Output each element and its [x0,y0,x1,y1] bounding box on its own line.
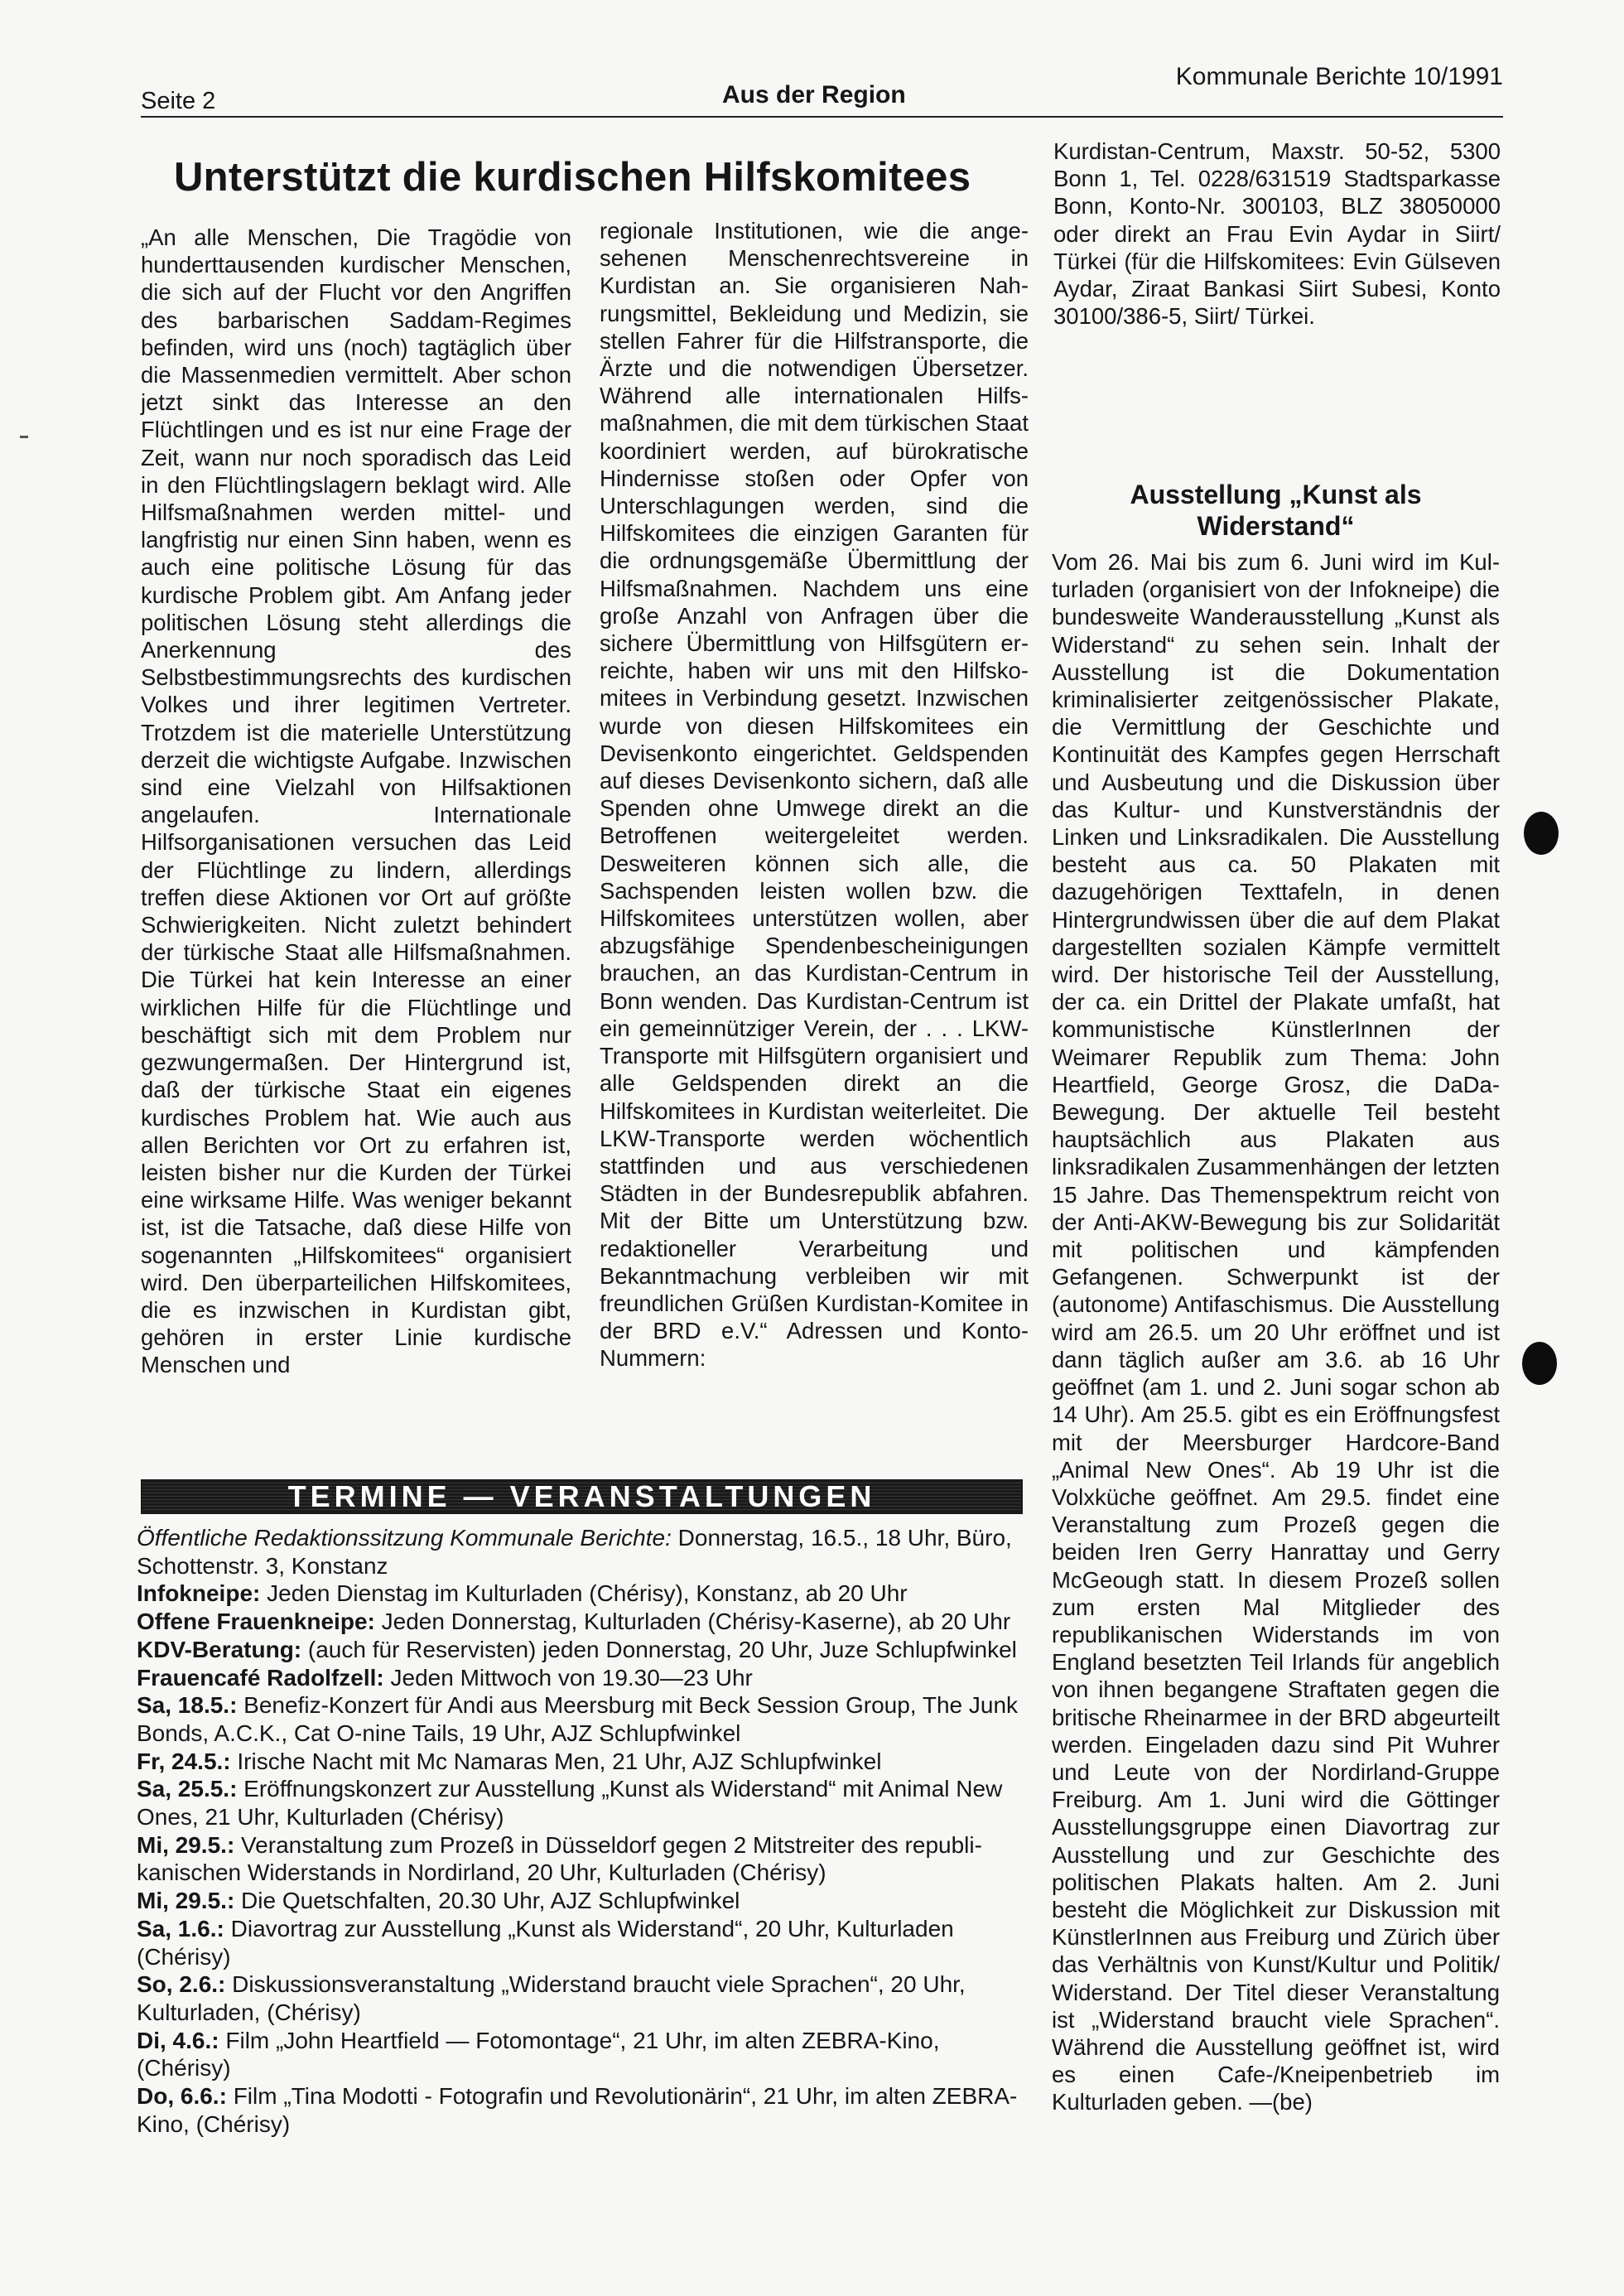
event-item [137,1691,1031,1747]
event-item [137,2082,1031,2138]
scan-mark [20,436,28,438]
exhibition-article [1052,548,1500,2116]
event-label: KDV-Beratung: [137,1636,302,1662]
event-label: Sa, 1.6.: [137,1915,224,1941]
event-item [137,1524,1031,1580]
event-details: Die Quetschfalten, 20.30 Uhr, AJZ Schlupfwinkel [234,1888,740,1914]
event-details: Diavortrag zur Ausstellung „Kunst als Widerstand“, 20 Uhr, Kulturladen (Chérisy) [137,1915,954,1970]
event-item [137,2027,1031,2082]
event-item [137,1636,1031,1664]
event-details: Film „Tina Modotti - Fotografin und Revolutionärin“, 21 Uhr, im alten ZEBRA-Kino, (Chérisy) [137,2083,1018,2137]
event-item [137,1748,1031,1776]
event-details: Diskussionsveranstaltung „Widerstand braucht viele Sprachen“, 20 Uhr, Kulturladen, (Chérisy) [137,1971,966,2025]
event-item [137,1887,1031,1915]
page-header [141,58,1503,124]
contact-addresses: Kurdistan-Centrum, Maxstr. 50-52, 5300 Bonn 1, Tel. 0228/631519 Stadtsparkasse Bonn, Konto-Nr. 300103, BLZ 38050000 oder direkt an Frau Evin Aydar in Siirt/ Türkei (für die Hilfskomitees: Evin Gülseven Aydar, Ziraat Bankasi Siirt Subesi, Konto 30100/386-5, Siirt/ Türkei. [1053,138,1501,330]
event-label: Frauencafé Radolfzell: [137,1664,384,1691]
event-label: Öffentliche Redaktionssitzung Kommunale Berichte: [137,1525,672,1551]
event-item [137,1608,1031,1636]
event-label: Mi, 29.5.: [137,1831,235,1858]
event-details: Veranstaltung zum Prozeß in Düsseldorf gegen 2 Mitstreiter des republikanischen Widerstands in Nordirland, 20 Uhr, Kulturladen (Chérisy) [137,1831,982,1886]
event-item [137,1775,1031,1831]
event-details: Jeden Dienstag im Kulturladen (Chérisy), Konstanz, ab 20 Uhr [260,1580,908,1607]
event-item [137,1831,1031,1887]
exhibition-text: Vom 26. Mai bis zum 6. Juni wird im Kulturladen (organisiert von der Infokneipe) die bundesweite Wanderausstellung „Kunst als Widerstand“ zu sehen sein. Inhalt der Ausstellung ist die Dokumentation kriminalisierter zeitgenössischer Plakate, die Vermittlung der Geschichte und Kontinuität des Kampfes gegen Herrschaft und Ausbeutung und die Diskussion über das Kultur- und Kunstverständnis der Linken und Linksradikalen. Die Ausstellung besteht aus ca. 50 Plakaten mit dazugehörigen Texttafeln, in denen Hintergrundwissen über die auf dem Plakat dargestellten sozialen Kämpfe vermittelt wird. Der historische Teil der Ausstellung, der ca. ein Drittel der Plakate umfaßt, hat kommunistische KünstlerInnen der Weimarer Republik zum Thema: John Heartfield, George Grosz, die DaDa-Bewegung. Der aktuelle Teil besteht hauptsächlich aus Plakaten aus linksradikalen Zusammenhängen der letzten 15 Jahre. Das Themenspektrum reicht von der Anti-AKW-Bewegung bis zur Solidarität mit politischen und kämpfenden Gefangenen. Schwerpunkt ist der (autonome) Antifaschismus. Die Ausstellung wird am 26.5. um 20 Uhr eröffnet und ist dann täglich außer am 3.6. ab 16 Uhr geöffnet (am 1. und 2. Juni sogar schon ab 14 Uhr). Am 25.5. gibt es ein Eröffnungsfest mit der Meersburger Hardcore-Band „Animal New Ones“. Ab 19 Uhr ist die Volxküche geöffnet. Am 29.5. findet eine Veranstaltung zum Prozeß gegen die beiden Iren Gerry Hanrattay und Gerry McGeough statt. In diesem Prozeß sollen zum ersten Mal Mitglieder des republikanischen Widerstands im von England besetzten Teil Irlands für angeblich von ihnen begangene Straftaten gegen die britische Rheinarmee in der BRD abgeurteilt werden. Eingeladen dazu sind Pit Wuhrer und Leute von der Nordirland-Gruppe Freiburg. Am 1. Juni wird die Göttinger Ausstellungsgruppe einen Diavortrag zur Ausstellung und zur Geschichte des politischen Plakats halten. Am 2. Juni besteht die Möglichkeit zur Diskussion mit KünstlerInnen aus Freiburg und Zürich über das Verhältnis von Kunst/Kultur und Politik/ Widerstand. Der Titel dieser Veranstaltung ist „Widerstand braucht viele Sprachen“. Während die Ausstellung geöffnet ist, wird es einen Cafe-/Kneipenbetrieb im Kulturladen geben. —(be) [1052,549,1500,2115]
article-headline: Unterstützt die kurdischen Hilfskomitees [174,155,971,200]
event-details: Benefiz-Konzert für Andi aus Meersburg mit Beck Session Group, The Junk Bonds, A.C.K., Cat O-nine Tails, 19 Uhr, AJZ Schlupfwinkel [137,1692,1019,1746]
punch-hole [1522,1342,1557,1385]
section-title: Aus der Region [722,81,906,109]
event-item [137,1915,1031,1970]
event-details: Film „John Heartfield — Fotomontage“, 21 Uhr, im alten ZEBRA-Kino, (Chérisy) [137,2027,940,2081]
article-text: „An alle Menschen, Die Tragödie von hunderttausenden kurdischer Menschen, die sich auf der Flucht vor den Angriffen des barbarischen Saddam-Regimes befinden, wird uns (noch) tagtäglich über die Massenmedien vermittelt. Aber schon jetzt sinkt das Interesse an den Flüchtlingen und es ist nur eine Frage der Zeit, wann nur noch sporadisch das Leid in den Flüchtlingslagern beklagt wird. Alle Hilfsmaßnahmen werden mittel- und langfristig nur einen Sinn haben, wenn es auch eine politische Lösung für das kurdische Problem gibt. Am Anfang jeder politischen Lösung steht allerdings die Anerkennung des Selbstbestimmungsrechts des kurdischen Volkes und ihrer legitimen Vertreter. Trotzdem ist die materielle Unterstützung derzeit die wichtigste Aufgabe. Inzwischen sind eine Vielzahl von Hilfsaktionen angelaufen. Internationale Hilfsorganisationen versuchen das Leid der Flüchtlinge zu lindern, allerdings treffen diese Aktionen vor Ort auf größte Schwierigkeiten. Nicht zuletzt behindert der türkische Staat alle Hilfsmaßnahmen. Die Türkei hat kein Interesse an einer wirklichen Hilfe für die Flüchtlinge und beschäftigt sich mit dem Problem nur gezwungermaßen. Der Hintergrund ist, daß der türkische Staat ein eigenes kurdisches Problem hat. Wie auch aus allen Berichten vor Ort zu erfahren ist, leisten bisher nur die Kurden der Türkei eine wirksame Hilfe. Was weniger bekannt ist, ist die Tatsache, daß diese Hilfe von sogenannten „Hilfskomitees“ organisiert wird. Den überparteilichen Hilfskomitees, die es inzwischen in Kurdistan gibt, gehören in erster Linie kurdische Menschen und [141,224,571,1378]
events-list [137,1524,1031,2138]
article-column-3 [1053,137,1501,330]
event-item [137,1970,1031,2026]
event-details: Donnerstag, 16.5., 18 Uhr, Büro, Schottenstr. 3, Konstanz [137,1525,1012,1579]
article-column-1 [141,224,571,1379]
punch-hole [1524,812,1559,855]
event-details: Eröffnungskonzert zur Ausstellung „Kunst als Widerstand“ mit Animal New Ones, 21 Uhr, Kulturladen (Chérisy) [137,1776,1003,1831]
publication-title: Kommunale Berichte 10/1991 [1175,63,1503,90]
article-text: regionale Institutionen, wie die angesehenen Menschenrechtsvereine in Kurdistan an. Sie organisieren Nahrungsmittel, Bekleidung und Medizin, sie stellen Fahrer für die Hilfstransporte, die Ärzte und die notwendigen Übersetzer. Während alle internationalen Hilfsmaßnahmen, die mit dem türkischen Staat koordiniert werden, auf bürokratische Hindernisse stoßen oder Opfer von Unterschlagungen werden, sind die Hilfskomitees die einzigen Garanten für die ordnungsgemäße Übermittlung der Hilfsmaßnahmen. Nachdem uns eine große Anzahl von Anfragen über die sichere Übermittlung von Hilfsgütern erreichte, haben wir uns mit den Hilfskomitees in Verbindung gesetzt. Inzwischen wurde von diesen Hilfskomitees ein Devisenkonto eingerichtet. Geldspenden auf dieses Devisenkonto sichern, daß alle Spenden ohne Umwege direkt an die Betroffenen weitergeleitet werden. Desweiteren können sich alle, die Sachspenden leisten wollen bzw. die Hilfskomitees unterstützen wollen, aber abzugsfähige Spendenbescheinigungen brauchen, an das Kurdistan-Centrum in Bonn wenden. Das Kurdistan-Centrum ist ein gemeinnütziger Verein, der . . . LKW-Transporte mit Hilfsgütern organisiert und alle Geldspenden direkt an die Hilfskomitees in Kurdistan weiterleitet. Die LKW-Transporte werden wöchentlich stattfinden und aus verschiedenen Städten in der Bundesrepublik abfahren. Mit der Bitte um Unterstützung bzw. redaktioneller Verarbeitung und Bekanntmachung verbleiben wir mit freundlichen Grüßen Kurdistan-Komitee in der BRD e.V.“ Adressen und Konto-Nummern: [600,218,1029,1372]
event-label: Do, 6.6.: [137,2083,227,2110]
event-item [137,1664,1031,1692]
event-label: Sa, 25.5.: [137,1776,238,1802]
event-details: Irische Nacht mit Mc Namaras Men, 21 Uhr, AJZ Schlupfwinkel [230,1748,882,1774]
event-label: Sa, 18.5.: [137,1692,238,1719]
event-details: (auch für Reservisten) jeden Donnerstag, 20 Uhr, Juze Schlupfwinkel [301,1636,1017,1662]
event-label: Offene Frauenkneipe: [137,1609,375,1635]
event-label: Mi, 29.5.: [137,1888,235,1914]
events-banner: TERMINE — VERANSTALTUNGEN [141,1479,1023,1514]
event-label: Fr, 24.5.: [137,1748,231,1774]
header-rule [141,116,1503,118]
event-label: Di, 4.6.: [137,2027,219,2053]
event-details: Jeden Donnerstag, Kulturladen (Chérisy-Kaserne), ab 20 Uhr [374,1609,1011,1635]
page-number: Seite 2 [141,88,216,114]
article-column-2 [600,217,1029,1372]
event-item [137,1580,1031,1608]
event-label: So, 2.6.: [137,1971,226,1998]
exhibition-headline: Ausstellung „Kunst als Widerstand“ [1130,480,1422,541]
event-details: Jeden Mittwoch von 19.30—23 Uhr [383,1664,753,1691]
event-label: Infokneipe: [137,1580,261,1607]
